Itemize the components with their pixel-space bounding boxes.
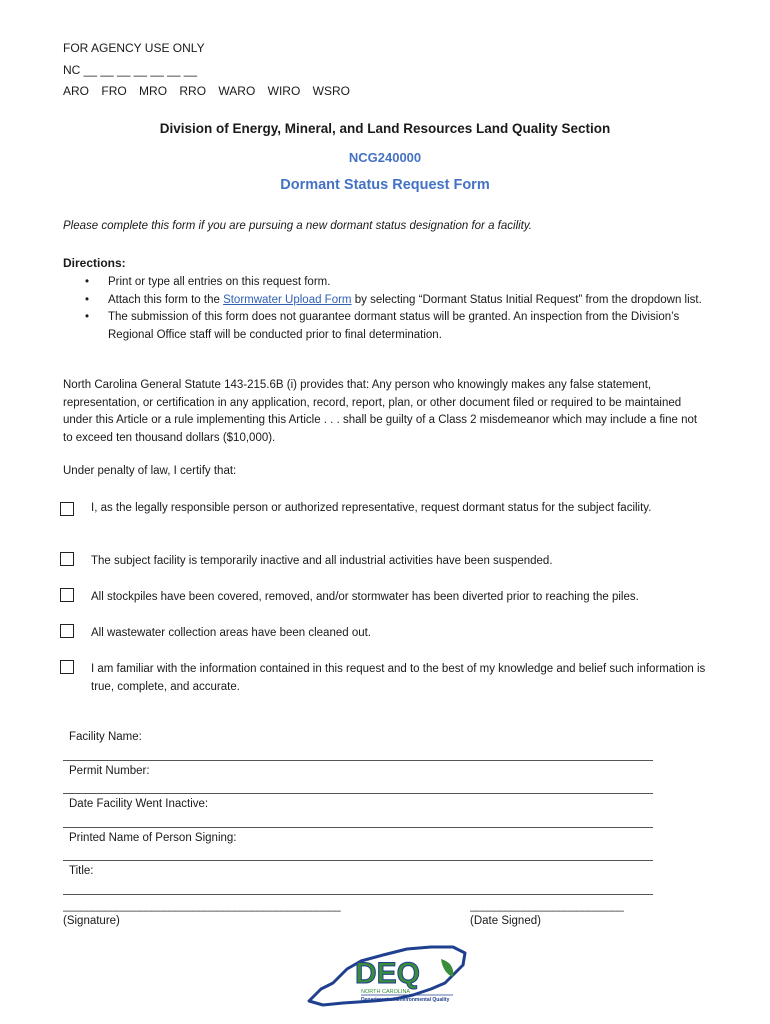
printed-name-field[interactable] <box>63 828 653 862</box>
title-field[interactable] <box>63 861 653 895</box>
deq-letters: DEQ <box>355 957 421 990</box>
certification-checkbox[interactable] <box>60 660 74 674</box>
logo-department-name: Department of Environmental Quality <box>361 997 450 1003</box>
penalty-intro: Under penalty of law, I certify that: <box>63 465 237 477</box>
title-label: Title: <box>69 865 94 877</box>
directions-list <box>72 274 702 344</box>
bullet-icon: • <box>85 293 90 306</box>
logo-state-name: NORTH CAROLINA <box>361 989 411 995</box>
division-heading: Division of Energy, Mineral, and Land Resources Land Quality Section <box>159 121 611 136</box>
office-code: WSRO <box>312 84 350 98</box>
leaf-icon <box>441 959 453 977</box>
stormwater-upload-form-link[interactable]: Stormwater Upload Form <box>223 293 352 306</box>
certification-item <box>60 500 710 518</box>
certification-checkbox[interactable] <box>60 624 74 638</box>
office-code: ARO <box>63 84 90 98</box>
signature-line[interactable]: _______________________________________________ <box>63 900 341 912</box>
certification-text: All wastewater collection areas have been cleaned out. <box>91 627 372 639</box>
nc-number-line: NC __ __ __ __ __ __ __ <box>63 62 198 77</box>
agency-use-block <box>63 38 350 103</box>
certification-item <box>60 553 710 571</box>
regional-office-list <box>63 81 350 103</box>
printed-name-label: Printed Name of Person Signing: <box>69 831 237 844</box>
facility-name-label: Facility Name: <box>69 731 142 743</box>
list-item <box>72 274 702 292</box>
intro-text: Please complete this form if you are pursuing a new dormant status designation for a facility. <box>63 220 532 232</box>
deq-logo <box>303 939 473 1019</box>
list-item <box>72 292 702 310</box>
direction-text: by selecting “Dormant Status Initial Request” from the dropdown list. <box>351 293 702 306</box>
agency-use-label: FOR AGENCY USE ONLY <box>63 41 205 55</box>
certification-text: The subject facility is temporarily inactive and all industrial activities have been suspended. <box>91 555 553 567</box>
office-code: MRO <box>139 84 168 98</box>
facility-name-field[interactable] <box>63 727 653 761</box>
directions-heading: Directions: <box>63 256 126 270</box>
date-signed-label: (Date Signed) <box>470 915 541 927</box>
statute-paragraph: North Carolina General Statute 143-215.6B (i) provides that: Any person who knowingly makes any false statement, representation, or certification in any application, record, report, plan, or other document filed or required to be maintained under this Article or a rule implementing this Article . . . shall be guilty of a Class 2 misdemeanor which may include a fine not to exceed ten thousand dollars ($10,000). <box>63 379 698 444</box>
direction-text: Attach this form to the <box>108 293 224 306</box>
bullet-icon: • <box>85 276 90 288</box>
certification-text: I am familiar with the information contained in this request and to the best of my knowledge and belief such information is true, complete, and accurate. <box>91 663 706 693</box>
permit-number-label: Permit Number: <box>69 764 150 777</box>
certification-text: I, as the legally responsible person or authorized representative, request dormant status for the subject facility. <box>91 502 652 514</box>
office-code: FRO <box>101 84 127 98</box>
direction-text: The submission of this form does not guarantee dormant status will be granted. An inspection from the Division’s Regional Office staff will be conducted prior to final determination. <box>108 311 680 341</box>
date-inactive-field[interactable] <box>63 794 653 828</box>
bullet-icon: • <box>85 311 90 323</box>
date-inactive-label: Date Facility Went Inactive: <box>69 798 209 810</box>
certification-text: All stockpiles have been covered, removed, and/or stormwater has been diverted prior to reaching the piles. <box>91 591 639 603</box>
certification-checkbox[interactable] <box>60 502 74 516</box>
direction-text: Print or type all entries on this request form. <box>108 276 331 288</box>
office-code: WIRO <box>267 84 301 98</box>
facility-info-fields <box>63 727 653 895</box>
signature-label: (Signature) <box>63 915 120 927</box>
permit-number-field[interactable] <box>63 761 653 795</box>
certification-item <box>60 589 710 607</box>
certification-item <box>60 625 710 643</box>
office-code: WARO <box>218 84 256 98</box>
date-signed-line[interactable]: __________________________ <box>470 900 624 912</box>
form-title: Dormant Status Request Form <box>280 177 490 193</box>
certification-item <box>60 661 710 696</box>
permit-code: NCG240000 <box>348 150 422 165</box>
list-item <box>72 309 702 344</box>
certification-checkbox[interactable] <box>60 552 74 566</box>
certification-checkbox[interactable] <box>60 588 74 602</box>
office-code: RRO <box>179 84 207 98</box>
